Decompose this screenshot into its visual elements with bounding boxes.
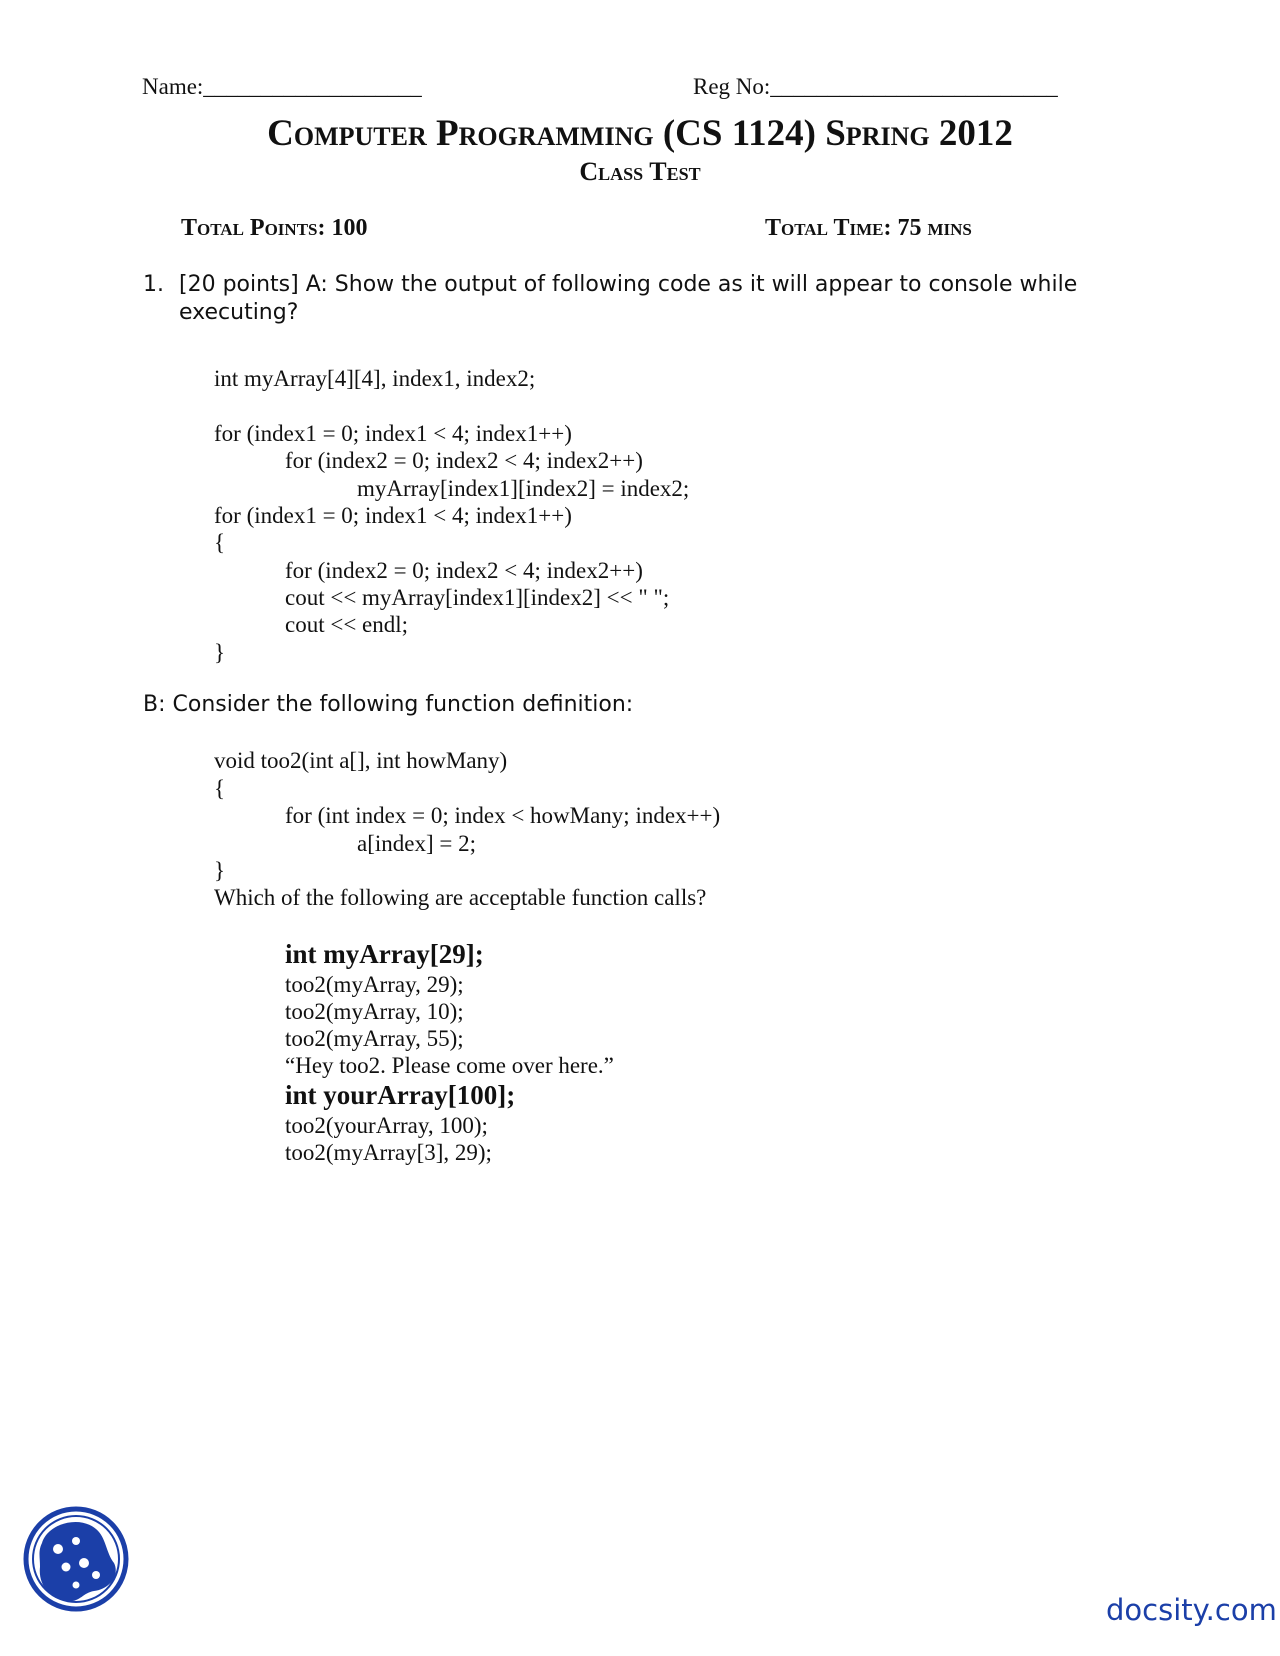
question-1b-question: Which of the following are acceptable function calls? (214, 885, 707, 910)
code-line: int myArray[4][4], index1, index2; (214, 366, 536, 391)
name-field-label: Name:___________________ (142, 74, 422, 99)
docsity-logo-icon (22, 1505, 130, 1613)
code-line: myArray[index1][index2] = index2; (357, 476, 690, 501)
code-line: for (int index = 0; index < howMany; index++) (285, 803, 721, 828)
code-line: for (index1 = 0; index1 < 4; index1++) (214, 421, 572, 446)
reg-no-field-label: Reg No:_________________________ (693, 74, 1058, 99)
call-option: too2(myArray, 29); (285, 972, 464, 997)
question-1b-prompt: B: Consider the following function definition: (143, 692, 634, 717)
question-1-text-line-1: [20 points] A: Show the output of following code as it will appear to console while (179, 272, 1078, 297)
docsity-brand-link[interactable]: docsity.com (1106, 1593, 1277, 1627)
code-line: cout << endl; (285, 612, 409, 637)
code-line: { (214, 530, 226, 555)
code-line: } (214, 640, 226, 665)
total-time: Total Time: 75 mins (765, 215, 972, 241)
total-points: Total Points: 100 (181, 215, 368, 241)
call-option: int myArray[29]; (285, 939, 484, 969)
code-line: void too2(int a[], int howMany) (214, 748, 508, 773)
code-line: } (214, 858, 226, 883)
code-line: cout << myArray[index1][index2] << " "; (285, 585, 670, 610)
code-line: for (index2 = 0; index2 < 4; index2++) (285, 558, 643, 583)
page-title: Computer Programming (CS 1124) Spring 2012 (267, 113, 1013, 154)
call-option: too2(myArray, 55); (285, 1026, 464, 1051)
question-number: 1. (143, 272, 164, 297)
code-line: for (index2 = 0; index2 < 4; index2++) (285, 448, 643, 473)
call-option: “Hey too2. Please come over here.” (285, 1053, 614, 1078)
call-option: too2(yourArray, 100); (285, 1113, 488, 1138)
call-option: too2(myArray, 10); (285, 999, 464, 1024)
code-line: a[index] = 2; (357, 831, 476, 856)
code-line: { (214, 776, 226, 801)
call-option: int yourArray[100]; (285, 1080, 516, 1110)
code-line: for (index1 = 0; index1 < 4; index1++) (214, 503, 572, 528)
question-1-text-line-2: executing? (179, 300, 299, 325)
page-subtitle: Class Test (579, 157, 701, 186)
call-option: too2(myArray[3], 29); (285, 1140, 492, 1165)
